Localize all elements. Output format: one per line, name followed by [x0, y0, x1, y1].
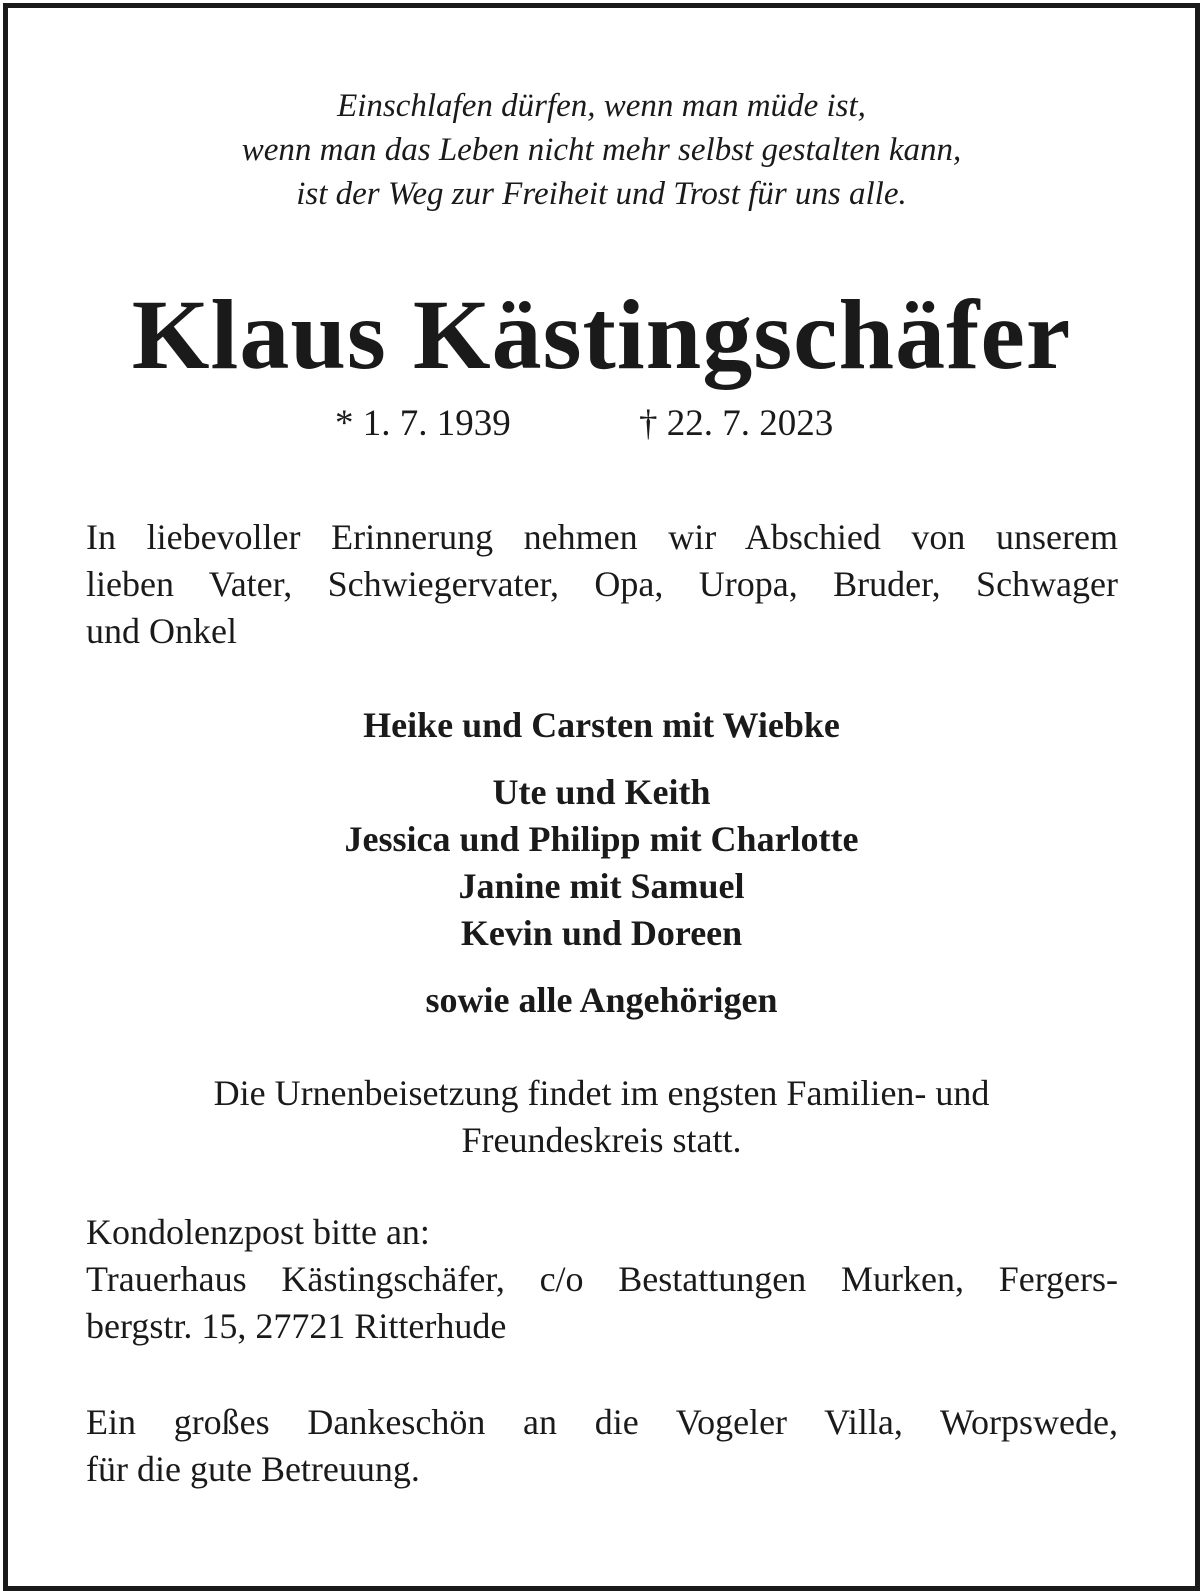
condolence-line-3: bergstr. 15, 27721 Ritterhude — [86, 1306, 507, 1346]
intro-line-2: lieben Vater, Schwiegervater, Opa, Uropa, Bruder, Schwager — [86, 564, 1118, 604]
thanks-paragraph — [86, 1399, 1118, 1493]
obituary-frame — [3, 3, 1200, 1591]
motto-line-1: Einschlafen dürfen, wenn man müde ist, — [337, 88, 866, 124]
burial-line-1: Die Urnenbeisetzung findet im engsten Familien- und — [213, 1073, 990, 1113]
motto-line-2: wenn man das Leben nicht mehr selbst gestalten kann, — [241, 132, 962, 168]
thanks-line-1: Ein großes Dankeschön an die Vogeler Villa, Worpswede, — [86, 1402, 1118, 1442]
condolence-line-1: Kondolenzpost bitte an: — [86, 1212, 430, 1252]
mourner-first: Heike und Carsten mit Wiebke — [363, 705, 840, 745]
mourner-group-2: Jessica und Philipp mit Charlotte — [344, 819, 859, 859]
condolence-line-2: Trauerhaus Kästingschäfer, c/o Bestattungen Murken, Fergers- — [86, 1259, 1118, 1299]
intro-paragraph — [86, 514, 1118, 655]
mourner-group-3: Janine mit Samuel — [458, 866, 745, 906]
mourner-group-4: Kevin und Doreen — [460, 913, 743, 953]
mourner-closing: sowie alle Angehörigen — [425, 980, 778, 1020]
deceased-name: Klaus Kästingschäfer — [131, 279, 1072, 390]
death-date: † 22. 7. 2023 — [639, 403, 834, 444]
condolence-paragraph — [86, 1209, 1118, 1350]
intro-line-1: In liebevoller Erinnerung nehmen wir Abschied von unserem — [86, 517, 1118, 557]
thanks-line-2: für die gute Betreuung. — [86, 1449, 420, 1489]
intro-line-3: und Onkel — [86, 611, 237, 651]
birth-date: * 1. 7. 1939 — [335, 403, 511, 444]
motto-line-3: ist der Weg zur Freiheit und Trost für uns alle. — [296, 176, 907, 212]
mourner-group-1: Ute und Keith — [492, 772, 711, 812]
burial-line-2: Freundeskreis statt. — [461, 1120, 742, 1160]
